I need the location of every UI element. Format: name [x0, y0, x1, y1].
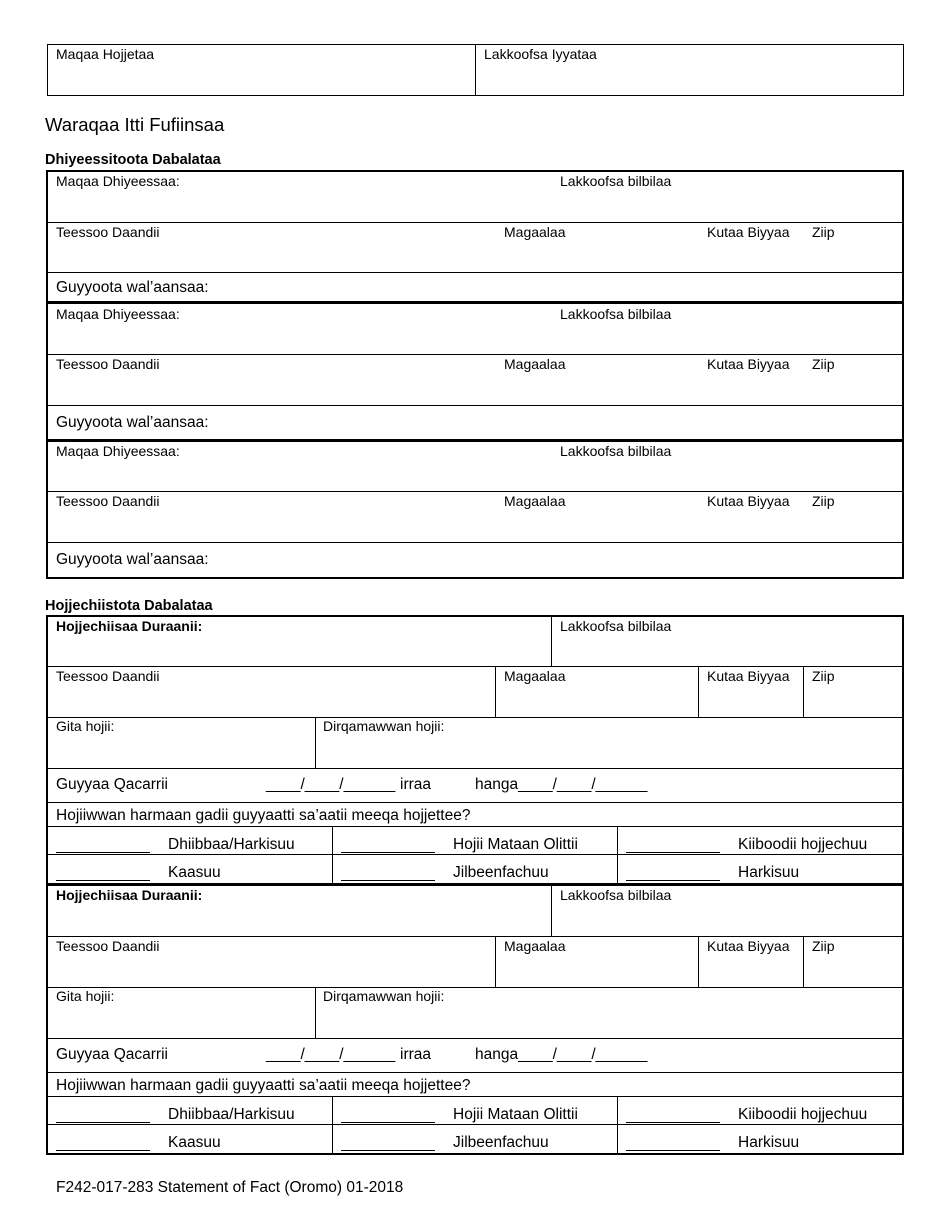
row-divider: [47, 1124, 903, 1125]
provider-zip-label: Ziip: [812, 224, 835, 240]
row-divider: [47, 768, 903, 769]
row-divider: [47, 222, 903, 223]
date-from-label: irraa: [400, 1046, 432, 1063]
job-duties-label: Dirqamawwan hojii:: [323, 988, 445, 1004]
provider-state-label: Kutaa Biyyaa: [707, 493, 790, 509]
hours-blank[interactable]: [341, 880, 435, 881]
row-divider: [47, 405, 903, 406]
row-divider: [47, 1096, 903, 1097]
employment-date-blank: ____/____/______: [266, 1046, 396, 1063]
employer-phone-label: Lakkoofsa bilbilaa: [560, 887, 672, 903]
employment-date-label: Guyyaa Qacarrii: [56, 776, 168, 793]
option-lifting: Kaasuu: [168, 1134, 221, 1151]
hours-blank[interactable]: [56, 1150, 150, 1151]
entry-divider: [47, 439, 903, 442]
provider-phone-label: Lakkoofsa bilbilaa: [560, 173, 672, 189]
row-divider: [47, 666, 903, 667]
employer-state-label: Kutaa Biyyaa: [707, 938, 790, 954]
form-footer: F242-017-283 Statement of Fact (Oromo) 01-2018: [56, 1179, 404, 1196]
option-keyboarding: Kiiboodii hojjechuu: [738, 836, 868, 853]
provider-city-label: Magaalaa: [504, 224, 566, 240]
employer-name-label: Hojjechiisaa Duraanii:: [56, 618, 203, 634]
employer-city-label: Magaalaa: [504, 668, 566, 684]
col-divider: [332, 1096, 333, 1154]
employer-street-label: Teessoo Daandii: [56, 938, 160, 954]
form-title: Waraqaa Itti Fufiinsaa: [45, 114, 225, 135]
date-from-label: irraa: [400, 776, 432, 793]
col-divider: [698, 666, 699, 717]
provider-phone-label: Lakkoofsa bilbilaa: [560, 443, 672, 459]
provider-city-label: Magaalaa: [504, 356, 566, 372]
provider-name-label: Maqaa Dhiyeessaa:: [56, 306, 180, 322]
employment-date-label: Guyyaa Qacarrii: [56, 1046, 168, 1063]
row-divider: [47, 987, 903, 988]
provider-dates-label: Guyyoota wal’aansaa:: [56, 414, 209, 431]
hours-blank[interactable]: [341, 1150, 435, 1151]
option-kneeling: Jilbeenfachuu: [453, 1134, 549, 1151]
option-pulling: Harkisuu: [738, 1134, 800, 1151]
hours-question: Hojiiwwan harmaan gadii guyyaatti sa’aatii meeqa hojjettee?: [56, 1077, 471, 1094]
hours-blank[interactable]: [341, 852, 435, 853]
provider-street-label: Teessoo Daandii: [56, 224, 160, 240]
col-divider: [495, 936, 496, 987]
hours-question: Hojiiwwan harmaan gadii guyyaatti sa’aatii meeqa hojjettee?: [56, 807, 471, 824]
provider-dates-label: Guyyoota wal’aansaa:: [56, 279, 209, 296]
row-divider: [47, 802, 903, 803]
row-divider: [47, 854, 903, 855]
option-kneeling: Jilbeenfachuu: [453, 864, 549, 881]
job-title-label: Gita hojii:: [56, 718, 115, 734]
entry-divider: [47, 883, 903, 886]
provider-city-label: Magaalaa: [504, 493, 566, 509]
row-divider: [47, 1038, 903, 1039]
col-divider: [698, 936, 699, 987]
hours-blank[interactable]: [626, 852, 720, 853]
option-push-pull: Dhiibbaa/Harkisuu: [168, 836, 295, 853]
hours-blank[interactable]: [56, 852, 150, 853]
col-divider: [315, 717, 316, 768]
provider-street-label: Teessoo Daandii: [56, 493, 160, 509]
job-duties-label: Dirqamawwan hojii:: [323, 718, 445, 734]
option-lifting: Kaasuu: [168, 864, 221, 881]
col-divider: [551, 616, 552, 666]
employer-phone-label: Lakkoofsa bilbilaa: [560, 618, 672, 634]
employer-zip-label: Ziip: [812, 938, 835, 954]
row-divider: [47, 272, 903, 273]
option-pulling: Harkisuu: [738, 864, 800, 881]
provider-street-label: Teessoo Daandii: [56, 356, 160, 372]
row-divider: [47, 491, 903, 492]
col-divider: [803, 936, 804, 987]
provider-name-label: Maqaa Dhiyeessaa:: [56, 173, 180, 189]
provider-name-label: Maqaa Dhiyeessaa:: [56, 443, 180, 459]
case-name-label: Maqaa Hojjetaa: [56, 46, 155, 62]
employer-name-label: Hojjechiisaa Duraanii:: [56, 887, 203, 903]
hours-blank[interactable]: [56, 880, 150, 881]
employer-zip-label: Ziip: [812, 668, 835, 684]
option-keyboarding: Kiiboodii hojjechuu: [738, 1106, 868, 1123]
option-overhead-work: Hojii Mataan Olittii: [453, 1106, 578, 1123]
option-push-pull: Dhiibbaa/Harkisuu: [168, 1106, 295, 1123]
provider-zip-label: Ziip: [812, 356, 835, 372]
row-divider: [47, 717, 903, 718]
employer-state-label: Kutaa Biyyaa: [707, 668, 790, 684]
col-divider: [495, 666, 496, 717]
row-divider: [47, 826, 903, 827]
employer-city-label: Magaalaa: [504, 938, 566, 954]
provider-state-label: Kutaa Biyyaa: [707, 356, 790, 372]
job-title-label: Gita hojii:: [56, 988, 115, 1004]
option-overhead-work: Hojii Mataan Olittii: [453, 836, 578, 853]
col-divider: [803, 666, 804, 717]
hours-blank[interactable]: [626, 1150, 720, 1151]
row-divider: [47, 936, 903, 937]
entry-divider: [47, 301, 903, 304]
providers-section-title: Dhiyeessitoota Dabalataa: [45, 152, 221, 168]
provider-phone-label: Lakkoofsa bilbilaa: [560, 306, 672, 322]
provider-zip-label: Ziip: [812, 493, 835, 509]
row-divider: [47, 354, 903, 355]
hours-blank[interactable]: [341, 1122, 435, 1123]
provider-state-label: Kutaa Biyyaa: [707, 224, 790, 240]
case-number-label: Lakkoofsa Iyyataa: [484, 46, 597, 62]
col-divider: [617, 1096, 618, 1154]
case-header-divider: [475, 44, 476, 96]
col-divider: [551, 886, 552, 936]
hours-blank[interactable]: [626, 880, 720, 881]
col-divider: [315, 987, 316, 1038]
row-divider: [47, 542, 903, 543]
hours-blank[interactable]: [56, 1122, 150, 1123]
date-to-label: hanga____/____/______: [475, 776, 648, 793]
provider-dates-label: Guyyoota wal’aansaa:: [56, 551, 209, 568]
employment-date-blank: ____/____/______: [266, 776, 396, 793]
date-to-label: hanga____/____/______: [475, 1046, 648, 1063]
hours-blank[interactable]: [626, 1122, 720, 1123]
row-divider: [47, 1072, 903, 1073]
employer-street-label: Teessoo Daandii: [56, 668, 160, 684]
employers-section-title: Hojjechiistota Dabalataa: [45, 598, 213, 614]
